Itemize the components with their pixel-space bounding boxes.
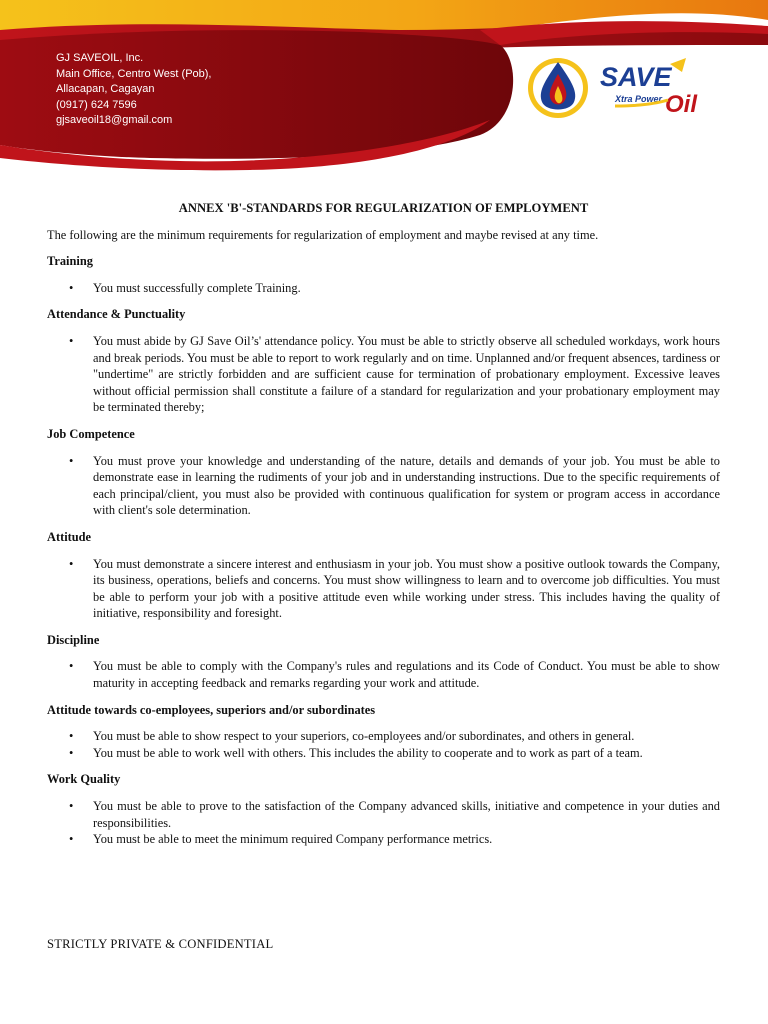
section-bullet-list bbox=[47, 728, 720, 761]
section-heading: Discipline bbox=[47, 632, 100, 647]
section-heading: Attendance & Punctuality bbox=[47, 307, 186, 322]
company-email: gjsaveoil18@gmail.com bbox=[56, 114, 173, 126]
section-heading: Attitude bbox=[47, 529, 92, 544]
company-contact-block bbox=[56, 51, 211, 129]
bullet-item: • You must be able to work well with others. This includes the ability to cooperate and to work as part of a team. bbox=[47, 745, 720, 762]
section-heading: Job Competence bbox=[47, 426, 135, 441]
saveoil-logo bbox=[520, 50, 720, 125]
section-bullet-list bbox=[47, 333, 720, 416]
section-bullet-list bbox=[47, 798, 720, 848]
confidentiality-footer: STRICTLY PRIVATE & CONFIDENTIAL bbox=[47, 937, 274, 951]
bullet-item: • You must abide by GJ Save Oil’s' attendance policy. You must be able to strictly observe all scheduled workdays, work hours and break periods. You must be able to report to work regularly and on time. Unplanned and/or frequent absences, tardiness or "undertime" are strictly forbidden and are sufficient cause for termination of probationary employment. Excessive leaves without official permission shall constitute a failure of a standard for regularization and your probationary employment may be terminated thereby; bbox=[47, 333, 720, 416]
company-phone: (0917) 624 7596 bbox=[56, 98, 137, 111]
svg-text:Xtra Power: Xtra Power bbox=[615, 94, 663, 104]
company-address-line2: Allacapan, Cagayan bbox=[56, 83, 155, 95]
section-bullet-list bbox=[47, 453, 720, 519]
bullet-item: • You must successfully complete Training. bbox=[47, 280, 720, 297]
sections-container bbox=[47, 253, 720, 848]
section-heading: Training bbox=[47, 254, 93, 269]
bullet-item: • You must prove your knowledge and understanding of the nature, details and demands of your job. You must be able to demonstrate ease in learning the rudiments of your job and in understanding instructions. Due to the specific requirements of each principal/client, you must also be provided with continuous qualification for system or program access in accordance with client's sole determination. bbox=[47, 453, 720, 519]
section-heading: Work Quality bbox=[47, 772, 121, 787]
section-bullet-list bbox=[47, 658, 720, 691]
bullet-item: • You must be able to meet the minimum required Company performance metrics. bbox=[47, 831, 720, 848]
svg-text:SAVE: SAVE bbox=[600, 62, 672, 92]
section-bullet-list bbox=[47, 280, 720, 297]
bullet-item: • You must demonstrate a sincere interest and enthusiasm in your job. You must show a positive outlook towards the Company, its business, operations, beliefs and concerns. You must show willingness to learn and to overcome job difficulties. You must be able to perform your job with a positive attitude even while working under stress. This includes having the quality of initiative, responsibility and foresight. bbox=[47, 556, 720, 622]
company-name: GJ SAVEOIL, Inc. bbox=[56, 52, 144, 64]
bullet-item: • You must be able to show respect to your superiors, co-employees and/or subordinates, and others in general. bbox=[47, 728, 720, 745]
section-heading: Attitude towards co-employees, superiors and/or subordinates bbox=[47, 702, 376, 717]
document-title: ANNEX 'B'-STANDARDS FOR REGULARIZATION OF EMPLOYMENT bbox=[178, 201, 589, 215]
company-address-line1: Main Office, Centro West (Pob), bbox=[56, 67, 212, 80]
bullet-item: • You must be able to prove to the satisfaction of the Company advanced skills, initiative and competence in your duties and responsibilities. bbox=[47, 798, 720, 831]
svg-text:Oil: Oil bbox=[665, 91, 698, 118]
section-bullet-list bbox=[47, 556, 720, 622]
document-intro: The following are the minimum requirements for regularization of employment and maybe revised at any time. bbox=[47, 227, 599, 242]
document-body bbox=[47, 200, 720, 858]
bullet-item: • You must be able to comply with the Company's rules and regulations and its Code of Conduct. You must be able to show maturity in accepting feedback and remarks regarding your work and attitude. bbox=[47, 658, 720, 691]
